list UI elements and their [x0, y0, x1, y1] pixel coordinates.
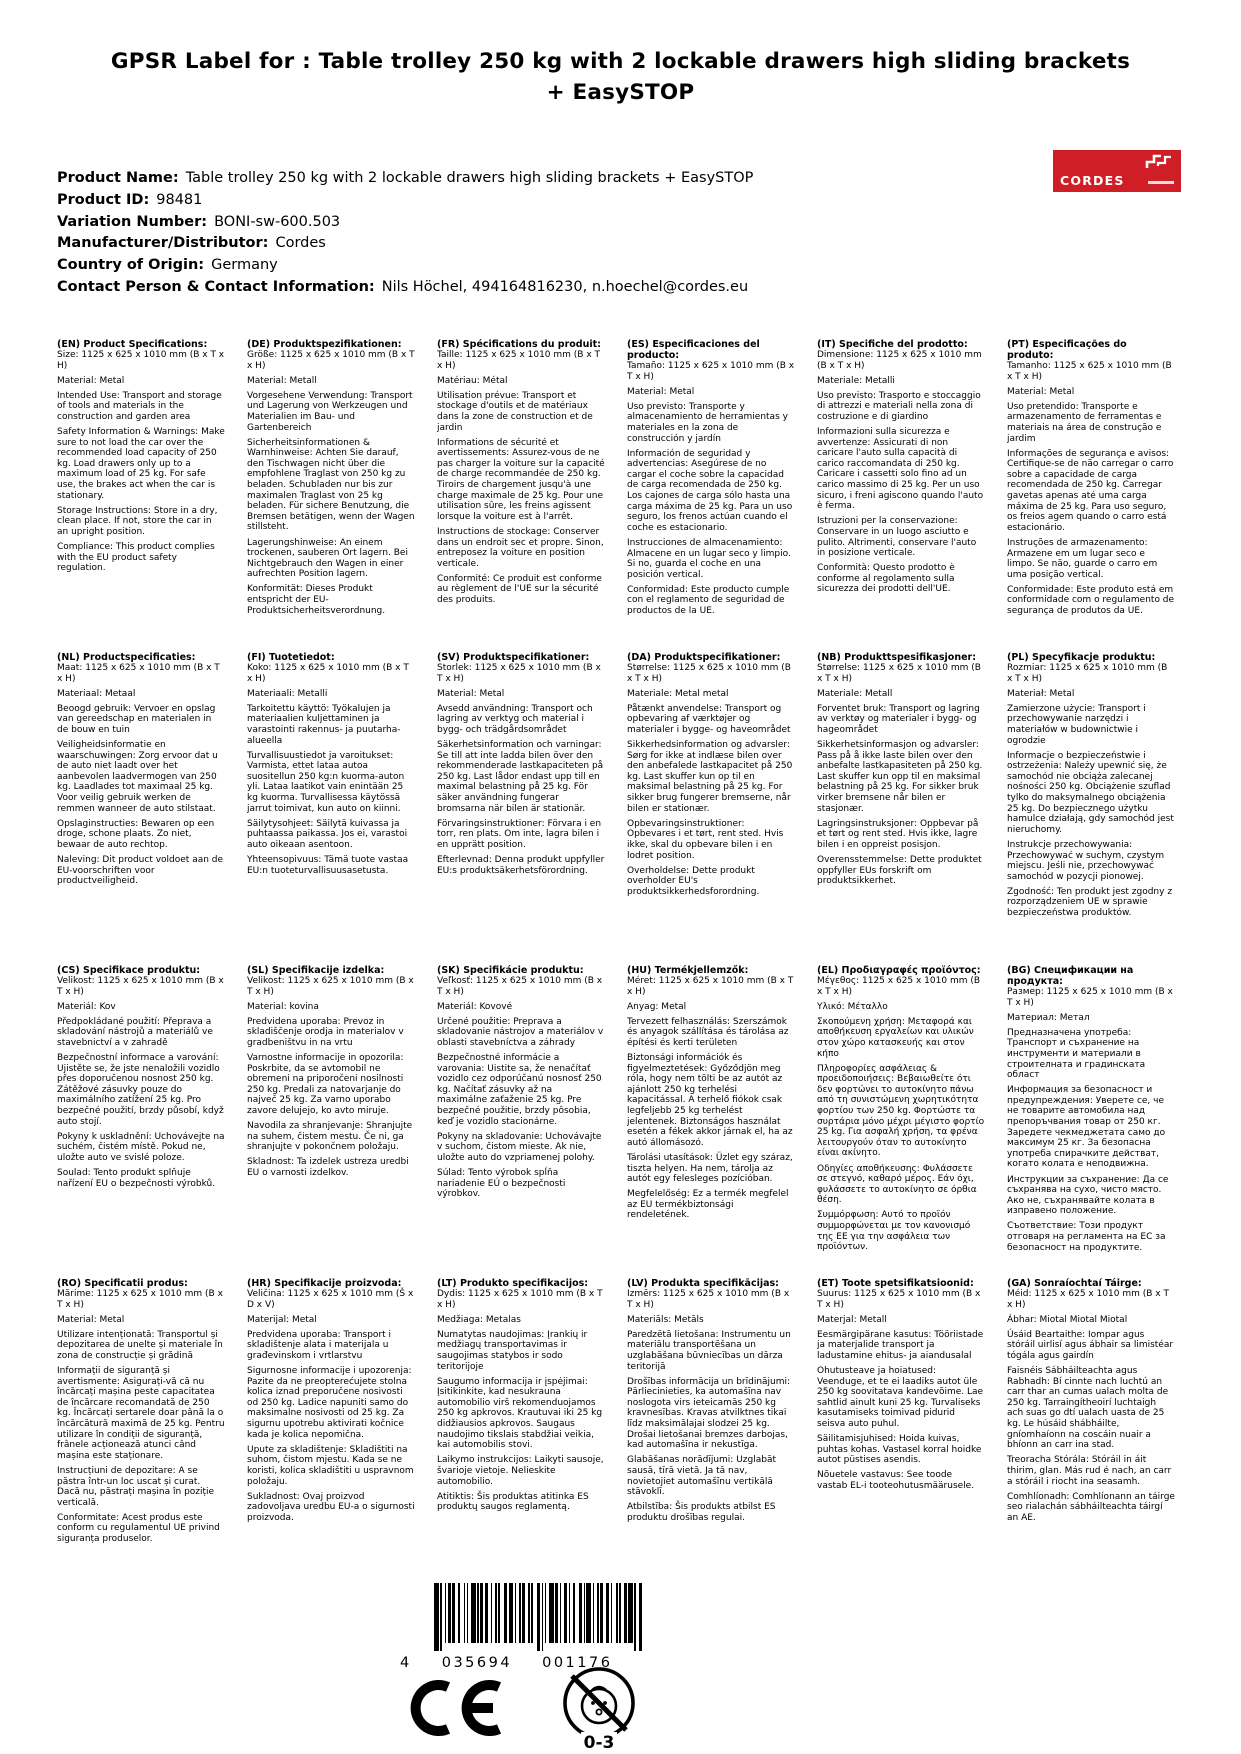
spec-block [817, 1278, 999, 1549]
spec-paragraph: Инструкции за съхранение: Да се съхранява на сухо, чисто място. Ако не, съхранявайте колата в изправено положение. [1007, 1174, 1169, 1217]
spec-paragraph: Turvallisuustiedot ja varoitukset: Varmista, ettet lataa autoa suositellun 250 kg:n kuorma-auton yli. Lataa laatikot vain enintään 25 kg kuorma. Turvallisessa käytössä jarrut toimivat, kun auto on kiinni. [247, 750, 405, 814]
barcode-bar [611, 1583, 613, 1643]
cordes-logo [1053, 150, 1181, 192]
barcode-bar [555, 1583, 558, 1643]
spec-paragraph: Faisnéis Sábháilteachta agus Rabhadh: Bí cinnte nach luchtú an carr thar an cumas ualach molta de 250 kg. Tarraingítheoirí luchtaigh ach suas go dtí ualach uasta de 25 kg. Le húsáid shábháilte, gníomhaíonn na coscáin nuair a bhíonn an carr ina stad. [1007, 1366, 1169, 1451]
barcode-bar [542, 1583, 544, 1651]
spec-block [57, 339, 239, 652]
spec-paragraph: Σκοπούμενη χρήση: Μεταφορά και αποθήκευση εργαλείων και υλικών στον χώρο κατασκευής και στον κήπο [817, 1016, 974, 1059]
barcode-bar [569, 1583, 571, 1643]
spec-paragraph: Utilisation prévue: Transport et stockage d'outils et de matériaux dans la zone de construction et de jardin [437, 390, 593, 433]
spec-paragraph: Veličina: 1125 x 625 x 1010 mm (Š x D x V) [247, 1289, 414, 1310]
spec-paragraph: Yhteensopivuus: Tämä tuote vastaa EU:n tuoteturvallisuusasetusta. [247, 855, 409, 876]
spec-paragraph: Material: Metal [1007, 386, 1075, 397]
spec-paragraph: Maat: 1125 x 625 x 1010 mm (B x T x H) [57, 663, 220, 684]
spec-paragraph: Größe: 1125 x 625 x 1010 mm (B x T x H) [247, 350, 415, 371]
spec-paragraph: Информация за безопасност и предупреждения: Уверете се, че не товарите автомобила над препоръчвания товар от 250 кг. Заредете чекмеджетата само до максимум 25 кг. За безопасна употреба спирачките действат, когато колата е неподвижна. [1007, 1085, 1166, 1170]
age-warning-label: 0-3 [583, 1733, 615, 1753]
barcode-bar [448, 1583, 451, 1643]
info-row [57, 212, 753, 234]
barcode-bar [573, 1583, 575, 1643]
spec-paragraph: Forventet bruk: Transport og lagring av verktøy og materialer i bygg- og hageområdet [817, 703, 980, 735]
spec-paragraph: Bezpečnostné informácie a varovania: Uistite sa, že nenačítať vozidlo cez odporúčanú nosnosť 250 kg. Načítať zásuvky až na maximálne zaťaženie 25 kg. Pre bezpečné použitie, brzdy pôsobia, keď je vozidlo stacionárne. [437, 1053, 602, 1127]
spec-paragraph: Soulad: Tento produkt splňuje nařízení EU o bezpečnosti výrobků. [57, 1168, 216, 1189]
spec-block [437, 339, 619, 652]
spec-paragraph: Drošības informācija un brīdinājumi: Pārliecinieties, ka automašīna nav noslogota virs ieteicamās 250 kg kravnesības. Kravas atvilktnes tikai līdz maksimālajai slodzei 25 kg. Drošai lietošanai bremzes darbojas, kad automašīna ir nekustīga. [627, 1376, 791, 1451]
spec-block [1007, 339, 1189, 652]
spec-paragraph: Säkerhetsinformation och varningar: Se till att inte ladda bilen över den rekommenderade lastkapaciteten på 250 kg. Last lådor endast upp till en maximal belastning på 25 kg. För säker användning fungerar bromsarna när bilen är stationär. [437, 740, 604, 814]
info-row [57, 190, 753, 212]
spec-paragraph: Overholdelse: Dette produkt overholder EU's produktsikkerhedsforordning. [627, 865, 760, 897]
spec-paragraph: Material: Metal [437, 688, 505, 699]
barcode-bar [593, 1583, 595, 1643]
spec-block [437, 652, 619, 965]
spec-paragraph: Medžiaga: Metalas [437, 1314, 521, 1325]
spec-block [57, 1278, 239, 1549]
spec-paragraph: Materiál: Kov [57, 1001, 116, 1012]
spec-paragraph: Πληροφορίες ασφάλειας & προειδοποιήσεις: Βεβαιωθείτε ότι δεν φορτώνει το αυτοκίνητο πάνω από τη συνιστώμενη χωρητικότητα φορτίου των 250 kg. Φορτώστε τα συρτάρια μόνο μέχρι μέγιστο φορτίο 25 kg. Για ασφαλή χρήση, τα φρένα λειτουργούν όταν το αυτοκίνητο είναι ακίνητο. [817, 1063, 985, 1159]
barcode-bar [545, 1583, 547, 1643]
barcode [400, 1583, 700, 1671]
barcode-bar [452, 1583, 455, 1643]
barcode-bar [564, 1583, 567, 1643]
spec-paragraph: Størrelse: 1125 x 625 x 1010 mm (B x T x H) [817, 663, 981, 684]
info-value: 98481 [156, 191, 203, 208]
barcode-bar [600, 1583, 603, 1643]
spec-paragraph: Размер: 1125 x 625 x 1010 mm (B x T x H) [1007, 987, 1173, 1008]
spec-paragraph: Materiál: Kovové [437, 1001, 513, 1012]
spec-paragraph: Informacje o bezpieczeństwie i ostrzeżenia: Należy upewnić się, że samochód nie obciąża zalecanej nośności 250 kg. Obciążenie szuflad tylko do maksymalnego obciążenia 25 kg. Do bezpiecznego użytku hamulce działają, gdy samochód jest nieruchomy. [1007, 750, 1174, 835]
spec-paragraph: Material: Metall [247, 375, 317, 386]
spec-paragraph: Comhlíonadh: Comhlíonann an táirge seo rialachán sábháilteachta táirgí an AE. [1007, 1491, 1175, 1523]
spec-paragraph: Storage Instructions: Store in a dry, clean place. If not, store the car in an upright position. [57, 505, 218, 537]
spec-paragraph: Atbilstība: Šis produkts atbilst ES produktu drošības regulai. [627, 1502, 776, 1523]
spec-block [247, 965, 429, 1278]
info-value: Table trolley 250 kg with 2 lockable drawers high sliding brackets + EasySTOP [185, 170, 754, 186]
spec-paragraph: Eesmärgipärane kasutus: Tööriistade ja materjalide transport ja ladustamine ehitus- ja aiandusalal [817, 1329, 984, 1361]
spec-paragraph: Saugumo informacija ir įspėjimai: Įsitikinkite, kad nesukrauna automobilio virš rekomenduojamos 250 kg apkrovos. Krautuvai iki 25 kg didžiausios apkrovos. Saugaus naudojimo tikslais stabdžiai veikia, kai automobilis stovi. [437, 1376, 603, 1451]
spec-paragraph: Материал: Метал [1007, 1012, 1090, 1023]
spec-paragraph: Předpokládané použití: Přeprava a skladování nástrojů a materiálů ve stavebnictví a v zahradě [57, 1016, 213, 1048]
cordes-logo-tagline [1148, 181, 1174, 184]
spec-paragraph: Predvidena uporaba: Prevoz in skladiščenje orodja in materialov v gradbeništvu in na vrtu [247, 1016, 404, 1048]
spec-title: (DA) Produktspecifikationer: [627, 652, 781, 663]
spec-paragraph: Informații de siguranță și avertismente: Asigurați-vă că nu încărcați mașina peste capacitatea de încărcare recomandată de 250 kg. Încărcați sertarele doar până la o încărcătură maximă de 25 kg. Pentru utilizare în condiții de siguranță, frânele acționează atunci când mașina este staționare. [57, 1366, 225, 1461]
spec-paragraph: Atitiktis: Šis produktas atitinka ES produktų saugos reglamentą. [437, 1491, 589, 1513]
barcode-bar [485, 1583, 488, 1643]
barcode-bar [498, 1583, 500, 1643]
spec-paragraph: Tarkoitettu käyttö: Työkalujen ja materiaalien kuljettaminen ja varastointi rakennus- ja puutarha-alueella [247, 703, 401, 746]
spec-title: (FR) Spécifications du produit: [437, 339, 601, 350]
spec-paragraph: Påtænkt anvendelse: Transport og opbevaring af værktøjer og materialer i bygge- og haveområdet [627, 703, 791, 735]
spec-paragraph: Laikymo instrukcijos: Laikyti sausoje, švarioje vietoje. Nelieskite automobilio. [437, 1455, 604, 1487]
barcode-bar [528, 1583, 530, 1643]
spec-title: (NB) Produkttspesifikasjoner: [817, 652, 977, 663]
spec-paragraph: Mărime: 1125 x 625 x 1010 mm (B x T x H) [57, 1289, 223, 1310]
spec-paragraph: Matériau: Métal [437, 375, 508, 386]
spec-paragraph: Upute za skladištenje: Skladištiti na suhom, čistom mjestu. Kada se ne koristi, kolica skladištiti u uspravnom položaju. [247, 1444, 414, 1487]
spec-paragraph: Taille: 1125 x 625 x 1010 mm (B x T x H) [437, 350, 601, 371]
spec-paragraph: Glabāšanas norādījumi: Uzglabāt sausā, tīrā vietā. Ja tā nav, novietojiet automašīnu vertikālā stāvoklī. [627, 1455, 776, 1498]
spec-block [1007, 965, 1189, 1278]
spec-block [437, 1278, 619, 1549]
barcode-bar [458, 1583, 460, 1643]
spec-paragraph: Informações de segurança e avisos: Certifique-se de não carregar o carro sobre a capacidade de carga recomendada de 250 kg. Carregar gavetas apenas até uma carga máxima de 25 kg. Para uso seguro, os freios agem quando o carro está estacionário. [1007, 448, 1174, 533]
spec-paragraph: Instrucțiuni de depozitare: A se păstra într-un loc uscat și curat. Dacă nu, păstrați mașina în poziție verticală. [57, 1465, 215, 1508]
spec-title: (EL) Προδιαγραφές προϊόντος: [817, 965, 981, 976]
spec-paragraph: Materiale: Metal metal [627, 688, 729, 699]
spec-title: (SK) Špecifikácie produktu: [437, 965, 584, 976]
spec-paragraph: Storlek: 1125 x 625 x 1010 mm (B x T x H) [437, 663, 601, 684]
spec-title: (EN) Product Specifications: [57, 339, 208, 350]
spec-paragraph: Opslaginstructies: Bewaren op een droge, schone plaats. Zo niet, bewaar de auto rechtop. [57, 818, 215, 850]
spec-paragraph: Conformidad: Este producto cumple con el reglamento de seguridad de productos de la UE. [627, 584, 790, 616]
spec-paragraph: Utilizare intenționată: Transportul și depozitarea de unelte și materiale în zona de construcție și grădină [57, 1329, 223, 1361]
spec-paragraph: Informations de sécurité et avertissements: Assurez-vous de ne pas charger la voiture sur la capacité de charge recommandée de 250 kg. Tiroirs de chargement jusqu'à une charge maximale de 25 kg. Pour une utilisation sûre, les freins agissent lorsque la voiture est à l'arrêt. [437, 437, 605, 522]
spec-paragraph: Bezpečnostní informace a varování: Ujistěte se, že jste nenaložili vozidlo přes doporučenou nosnost 250 kg. Zátěžové zásuvky pouze do maximálního zatížení 25 kg. Pro bezpečné použití, brzdy působí, když auto stojí. [57, 1053, 224, 1127]
barcode-bar [606, 1583, 609, 1643]
spec-paragraph: Informazioni sulla sicurezza e avvertenze: Assicurati di non caricare l'auto sulla capacità di carico raccomandata di 250 kg. Caricare i cassetti solo fino ad un carico massimo di 25 kg. Per un uso sicuro, i freni agiscono quando l'auto è ferma. [817, 427, 984, 512]
spec-block [627, 652, 809, 965]
spec-paragraph: Koko: 1125 x 625 x 1010 mm (B x T x H) [247, 663, 409, 684]
spec-title: (LT) Produkto specifikacijos: [437, 1278, 589, 1289]
info-value: Cordes [275, 235, 326, 252]
cordes-logo-mark-icon [1145, 153, 1175, 169]
barcode-bar [515, 1583, 517, 1643]
info-row [57, 168, 753, 190]
spec-paragraph: Conformité: Ce produit est conforme au règlement de l'UE sur la sécurité des produits. [437, 573, 602, 605]
ce-mark-icon [405, 1678, 507, 1738]
spec-paragraph: Μέγεθος: 1125 x 625 x 1010 mm (B x T x H) [817, 976, 981, 997]
spec-paragraph: Izmērs: 1125 x 625 x 1010 mm (B x T x H) [627, 1289, 790, 1310]
barcode-bars [434, 1583, 700, 1653]
spec-paragraph: Conformidade: Este produto está em conformidade com o regulamento de segurança de produtos da UE. [1007, 584, 1175, 616]
spec-paragraph: Beoogd gebruik: Vervoer en opslag van gereedschap en materialen in de bouw en tuin [57, 703, 216, 735]
spec-paragraph: Pokyny k uskladnění: Uchovávejte na suchém, čistém místě. Pokud ne, uložte auto ve svislé poloze. [57, 1131, 225, 1163]
barcode-bar [464, 1583, 466, 1643]
info-label: Contact Person & Contact Information: [57, 278, 375, 295]
spec-paragraph: Paredzētā lietošana: Instrumentu un materiālu transportēšana un uzglabāšana būvniecības un dārza teritorijā [627, 1329, 791, 1372]
cordes-logo-text: CORDES [1060, 172, 1125, 188]
spec-block [57, 965, 239, 1278]
barcode-bar [471, 1583, 476, 1643]
barcode-bar [434, 1583, 439, 1651]
info-label: Product Name: [57, 170, 179, 186]
spec-block [627, 965, 809, 1278]
spec-paragraph: Treoracha Stórála: Stóráil in áit thirim, glan. Más rud é nach, an carr a stóráil i riocht ina seasamh. [1007, 1455, 1172, 1487]
spec-paragraph: Materiał: Metal [1007, 688, 1075, 699]
spec-block [1007, 1278, 1189, 1549]
spec-paragraph: Konformität: Dieses Produkt entspricht der EU-Produktsicherheitsverordnung. [247, 584, 386, 616]
spec-paragraph: Rozmiar: 1125 x 625 x 1010 mm (B x T x H) [1007, 663, 1168, 684]
spec-paragraph: Sukladnost: Ovaj proizvod zadovoljava uredbu EU-a o sigurnosti proizvoda. [247, 1491, 415, 1523]
spec-paragraph: Material: Metal [57, 1314, 125, 1325]
spec-paragraph: Vorgesehene Verwendung: Transport und Lagerung von Werkzeugen und Materialien im Bau- und Gartenbereich [247, 390, 413, 433]
spec-paragraph: Υλικό: Μέταλλο [817, 1001, 888, 1012]
info-value: Germany [211, 257, 278, 274]
spec-block [57, 652, 239, 965]
spec-title: (CS) Specifikace produktu: [57, 965, 201, 976]
spec-paragraph: Съответствие: Този продукт отговаря на регламента на ЕС за безопасност на продуктите. [1007, 1221, 1166, 1253]
spec-paragraph: Intended Use: Transport and storage of tools and materials in the construction and garden area [57, 390, 222, 422]
barcode-bar [445, 1583, 447, 1643]
spec-paragraph: Úsáid Beartaithe: Iompar agus stóráil uirlisí agus ábhair sa limistéar tógála agus gairdín [1007, 1329, 1174, 1361]
spec-paragraph: Предназначена употреба: Транспорт и съхранение на инструменти и материали в строителната и градинската област [1007, 1027, 1146, 1081]
barcode-digit-group1: 035694 [441, 1655, 513, 1671]
spec-paragraph: Pokyny na skladovanie: Uchovávajte v suchom, čistom mieste. Ak nie, uložte auto do vzpriamenej polohy. [437, 1131, 602, 1163]
spec-paragraph: Sikkerhedsinformation og advarsler: Sørg for ikke at indlæse bilen over den anbefalede lastkapacitet på 250 kg. Last skuffer kun op til en maksimal belastning på 25 kg. For sikker brug fungerer bremserne, når bilen er stationær. [627, 740, 793, 814]
spec-title: (ET) Toote spetsifikatsioonid: [817, 1278, 974, 1289]
barcode-bar [477, 1583, 479, 1643]
spec-title: (BG) Спецификации на продукта: [1007, 965, 1134, 987]
spec-paragraph: Varnostne informacije in opozorila: Poskrbite, da se avtomobil ne obremeni na priporočeni nosilnosti 250 kg. Predali za natovarjanje do največ 25 kg. Za varno uporabo zavore delujejo, ko avto miruje. [247, 1053, 404, 1117]
spec-paragraph: Material: Metal [627, 386, 695, 397]
barcode-bar [628, 1583, 633, 1643]
spec-paragraph: Numatytas naudojimas: Įrankių ir medžiagų transportavimas ir saugojimas statybos ir sodo teritorijoje [437, 1329, 588, 1372]
spec-paragraph: Material: Metal [57, 375, 125, 386]
spec-paragraph: Predvidena uporaba: Transport i skladištenje alata i materijala u građevinskom i vrtlarstvu [247, 1329, 392, 1361]
info-row [57, 255, 753, 277]
spec-paragraph: Naleving: Dit product voldoet aan de EU-voorschriften voor productveiligheid. [57, 855, 224, 887]
spec-block [247, 652, 429, 965]
barcode-bar [584, 1583, 586, 1643]
spec-paragraph: Avsedd användning: Transport och lagring av verktyg och material i bygg- och trädgårdsområdet [437, 703, 593, 735]
spec-paragraph: Förvaringsinstruktioner: Förvara i en torr, ren plats. Om inte, lagra bilen i en upprätt position. [437, 818, 602, 850]
barcode-bar [597, 1583, 599, 1643]
spec-paragraph: Sicherheitsinformationen & Warnhinweise: Achten Sie darauf, den Tischwagen nicht über die empfohlene Traglast von 250 kg zu beladen. Schubladen nur bis zur maximalen Traglast von 25 kg beladen. Für sichere Benutzung, die Bremsen betätigen, wenn der Wagen stillsteht. [247, 437, 415, 533]
spec-title: (LV) Produkta specifikācijas: [627, 1278, 779, 1289]
info-label: Variation Number: [57, 213, 208, 230]
spec-paragraph: Suurus: 1125 x 625 x 1010 mm (B x T x H) [817, 1289, 981, 1310]
barcode-bar [624, 1583, 627, 1643]
barcode-bar [491, 1583, 493, 1643]
spec-paragraph: Veľkosť: 1125 x 625 x 1010 mm (B x T x H) [437, 976, 603, 997]
product-info [57, 168, 753, 299]
spec-paragraph: Istruzioni per la conservazione: Conservare in un luogo asciutto e pulito. Altrimenti, conservare l'auto in posizione verticale. [817, 516, 977, 559]
spec-paragraph: Size: 1125 x 625 x 1010 mm (B x T x H) [57, 350, 225, 371]
barcode-bar [586, 1583, 591, 1643]
barcode-digit-group2: 001176 [542, 1655, 613, 1671]
spec-paragraph: Lagringsinstruksjoner: Oppbevar på et tørt og rent sted. Hvis ikke, lagre bilen i en oppreist posisjon. [817, 818, 979, 850]
spec-paragraph: Sigurnosne informacije i upozorenja: Pazite da ne preopterećujete stolna kolica iznad preporučene nosivosti od 250 kg. Ladice napuniti samo do maksimalne nosivosti od 25 kg. Za sigurnu upotrebu aktivirati kočnice kada je kolica nepomična. [247, 1366, 412, 1440]
spec-paragraph: Uso pretendido: Transporte e armazenamento de ferramentas e materiais na área de construção e jardim [1007, 401, 1162, 444]
spec-paragraph: Información de seguridad y advertencias: Asegúrese de no cargar el coche sobre la capacidad de carga recomendada de 250 kg. Los cajones de carga sólo hasta una carga máxima de 25 kg. Para un uso seguro, los frenos actúan cuando el coche es estacionario. [627, 448, 793, 533]
spec-paragraph: Zamierzone użycie: Transport i przechowywanie narzędzi i materiałów w budownictwie i ogrodzie [1007, 703, 1146, 746]
info-row [57, 277, 753, 299]
info-value: BONI-sw-600.503 [214, 213, 341, 230]
spec-paragraph: Velikost: 1125 x 625 x 1010 mm (B x T x H) [57, 976, 224, 997]
spec-paragraph: Veiligheidsinformatie en waarschuwingen: Zorg ervoor dat u de auto niet laadt over het aanbevolen laadvermogen van 250 kg. Laadlades tot maximaal 25 kg. Voor veilig gebruik werken de remmen wanneer de auto stilstaat. [57, 740, 218, 814]
spec-title: (FI) Tuotetiedot: [247, 652, 335, 663]
spec-block [627, 1278, 809, 1549]
spec-paragraph: Tamanho: 1125 x 625 x 1010 mm (B x T x H) [1007, 361, 1172, 382]
spec-paragraph: Velikost: 1125 x 625 x 1010 mm (B x T x H) [247, 976, 414, 997]
spec-paragraph: Skladnost: Ta izdelek ustreza uredbi EU o varnosti izdelkov. [247, 1157, 409, 1178]
spec-paragraph: Navodila za shranjevanje: Shranjujte na suhem, čistem mestu. Če ni, ga shranjujte v pokončnem položaju. [247, 1121, 413, 1153]
spec-title: (SV) Produktspecifikationer: [437, 652, 590, 663]
spec-paragraph: Uso previsto: Transporte y almacenamiento de herramientas y materiales en la zona de construcción y jardín [627, 401, 788, 444]
spec-block [437, 965, 619, 1278]
spec-paragraph: Størrelse: 1125 x 625 x 1010 mm (B x T x H) [627, 663, 791, 684]
spec-title: (RO) Specificatii produs: [57, 1278, 188, 1289]
barcode-bar [634, 1583, 636, 1651]
spec-paragraph: Säilytysohjeet: Säilytä kuivassa ja puhtaassa paikassa. Jos ei, varastoi auto oikeaan asentoon. [247, 818, 408, 850]
spec-paragraph: Materiaali: Metalli [247, 688, 328, 699]
barcode-bar [560, 1583, 562, 1643]
spec-title: (NL) Productspecificaties: [57, 652, 196, 663]
spec-paragraph: Biztonsági információk és figyelmeztetések: Győződjön meg róla, hogy nem tölti be az autót az ajánlott 250 kg terhelési kapacitással. A terhelő fiókok csak legfeljebb 25 kg terhelést jelentenek. Biztonságos használat esetén a fékek akkor járnak el, ha az autó állomásozó. [627, 1053, 793, 1148]
spec-paragraph: Materjal: Metall [817, 1314, 887, 1325]
info-row [57, 233, 753, 255]
spec-paragraph: Lagerungshinweise: An einem trockenen, sauberen Ort lagern. Bei Nichtgebrauch den Wagen in einer aufrechten Position lagern. [247, 537, 408, 580]
spec-paragraph: Opbevaringsinstruktioner: Opbevares i et tørt, rent sted. Hvis ikke, skal du opbevare bilen i en lodret position. [627, 818, 784, 861]
spec-paragraph: Súlad: Tento výrobok spĺňa nariadenie EÚ o bezpečnosti výrobkov. [437, 1168, 566, 1200]
spec-title: (HU) Termékjellemzők: [627, 965, 749, 976]
spec-paragraph: Safety Information & Warnings: Make sure to not load the car over the recommended load capacity of 250 kg. Load drawers only up to a maximum load of 25 kg. For safe use, the brakes act when the car is stationary. [57, 427, 225, 501]
spec-paragraph: Materiāls: Metāls [627, 1314, 704, 1325]
page-title: GPSR Label for : Table trolley 250 kg with 2 lockable drawers high sliding brackets + EasySTOP [110, 49, 1131, 106]
spec-paragraph: Conformitate: Acest produs este conform cu regulamentul UE privind siguranța produselor. [57, 1512, 220, 1544]
spec-paragraph: Materiaal: Metaal [57, 688, 136, 699]
spec-paragraph: Sikkerhetsinformasjon og advarsler: Pass på å ikke laste bilen over den anbefalte lastkapasiteten på 250 kg. Last skuffer kun opp til en maksimal belastning på 25 kg. For sikker bruk virker bremsene når bilen er stasjonær. [817, 740, 983, 814]
barcode-bar [522, 1583, 525, 1643]
barcode-bar [440, 1583, 442, 1651]
spec-paragraph: Dydis: 1125 x 625 x 1010 mm (B x T x H) [437, 1289, 603, 1310]
info-label: Country of Origin: [57, 257, 205, 274]
specs-grid [57, 339, 1189, 1549]
spec-paragraph: Instruções de armazenamento: Armazene em um lugar seco e limpo. Se não, guarde o carro em uma posição vertical. [1007, 537, 1158, 580]
spec-paragraph: Ohutusteave ja hoiatused: Veenduge, et te ei laadiks autot üle 250 kg soovitatava kandevõime. Lae sahtlid ainult kuni 25 kg. Turvaliseks kasutamiseks toimivad pidurid seisva auto puhul. [817, 1366, 984, 1430]
spec-title: (PL) Specyfikacje produktu: [1007, 652, 1156, 663]
spec-paragraph: Material: kovina [247, 1001, 319, 1012]
spec-paragraph: Méret: 1125 x 625 x 1010 mm (B x T x H) [627, 976, 794, 997]
info-label: Manufacturer/Distributor: [57, 235, 269, 252]
spec-paragraph: Méid: 1125 x 625 x 1010 mm (B x T x H) [1007, 1289, 1169, 1310]
info-value: Nils Höchel, 494164816230, n.hoechel@cordes.eu [381, 278, 749, 295]
spec-paragraph: Tervezett felhasználás: Szerszámok és anyagok szállítása és tárolása az építési és kerti területen [627, 1016, 789, 1048]
spec-paragraph: Materijal: Metal [247, 1314, 317, 1325]
barcode-bar [639, 1583, 642, 1651]
spec-paragraph: Materiale: Metalli [817, 375, 895, 386]
spec-title: (PT) Especificações do produto: [1007, 339, 1127, 361]
spec-block [247, 339, 429, 652]
barcode-bar [579, 1583, 582, 1643]
spec-paragraph: Conformità: Questo prodotto è conforme al regolamento sulla sicurezza dei prodotti dell'UE. [817, 563, 955, 595]
barcode-bar [509, 1583, 514, 1643]
spec-paragraph: Megfelelőség: Ez a termék megfelel az EU termékbiztonsági rendeletének. [627, 1189, 789, 1221]
barcode-bar [531, 1583, 533, 1643]
barcode-bar [537, 1583, 540, 1651]
spec-paragraph: Určené použitie: Preprava a skladovanie nástrojov a materiálov v oblasti stavebníctva a záhrady [437, 1016, 604, 1048]
barcode-digit-lead: 4 [400, 1655, 412, 1671]
spec-paragraph: Tárolási utasítások: Üzlet egy száraz, tiszta helyen. Ha nem, tárolja az autót egy felesleges pozícióban. [627, 1152, 793, 1185]
spec-paragraph: Dimensione: 1125 x 625 x 1010 mm (B x T x H) [817, 350, 982, 371]
info-label: Product ID: [57, 191, 150, 208]
spec-title: (IT) Specifiche del prodotto: [817, 339, 968, 350]
spec-block [247, 1278, 429, 1549]
spec-paragraph: Efterlevnad: Denna produkt uppfyller EU:s produktsäkerhetsförordning. [437, 855, 605, 876]
barcode-bar [467, 1583, 469, 1643]
spec-paragraph: Säilitamisjuhised: Hoida kuivas, puhtas kohas. Vastasel korral hoidke autot püstises asendis. [817, 1434, 982, 1466]
age-warning-icon [556, 1662, 642, 1754]
spec-paragraph: Materiale: Metall [817, 688, 893, 699]
barcode-digits [400, 1655, 700, 1671]
spec-paragraph: Instrukcje przechowywania: Przechowywać w suchym, czystym miejscu. Jeśli nie, przechowywać samochód w pozycji pionowej. [1007, 839, 1165, 882]
spec-paragraph: Nõuetele vastavus: See toode vastab EL-i tooteohutusmäärusele. [817, 1470, 975, 1491]
spec-paragraph: Ábhar: Miotal Miotal Miotal [1007, 1314, 1128, 1325]
spec-paragraph: Overensstemmelse: Dette produktet oppfyller EUs forskrift om produktsikkerhet. [817, 855, 982, 887]
spec-title: (DE) Produktspezifikationen: [247, 339, 402, 350]
spec-paragraph: Zgodność: Ten produkt jest zgodny z rozporządzeniem UE w sprawie bezpieczeństwa produktów. [1007, 886, 1173, 918]
spec-paragraph: Anyag: Metal [627, 1001, 687, 1012]
barcode-bar [519, 1583, 521, 1643]
spec-paragraph: Tamaño: 1125 x 625 x 1010 mm (B x T x H) [627, 361, 795, 382]
spec-paragraph: Οδηγίες αποθήκευσης: Φυλάσσετε σε στεγνό, καθαρό μέρος. Εάν όχι, φυλάσσετε το αυτοκίνητο σε όρθια θέση. [817, 1163, 977, 1206]
spec-paragraph: Instrucciones de almacenamiento: Almacene en un lugar seco y limpio. Si no, guarda el coche en una posición vertical. [627, 537, 791, 580]
spec-paragraph: Uso previsto: Trasporto e stoccaggio di attrezzi e materiali nella zona di costruzione e di giardino [817, 390, 981, 422]
barcode-bar [619, 1583, 621, 1643]
barcode-bar [616, 1583, 618, 1643]
spec-paragraph: Compliance: This product complies with the EU product safety regulation. [57, 542, 215, 574]
barcode-bar [495, 1583, 497, 1643]
spec-title: (HR) Specifikacije proizvoda: [247, 1278, 402, 1289]
spec-block [1007, 652, 1189, 965]
barcode-bar [480, 1583, 483, 1643]
spec-block [817, 652, 999, 965]
spec-block [817, 339, 999, 652]
spec-paragraph: Συμμόρφωση: Αυτό το προϊόν συμμορφώνεται με τον κανονισμό της ΕΕ για την ασφάλεια των προϊόντων. [817, 1210, 971, 1253]
barcode-bar [549, 1583, 554, 1643]
spec-paragraph: Instructions de stockage: Conserver dans un endroit sec et propre. Sinon, entreposez la voiture en position verticale. [437, 526, 604, 569]
spec-title: (GA) Sonraíochtaí Táirge: [1007, 1278, 1142, 1289]
spec-title: (ES) Especificaciones del producto: [627, 339, 760, 361]
barcode-bar [504, 1583, 507, 1643]
spec-title: (SL) Specifikacije izdelka: [247, 965, 385, 976]
spec-block [817, 965, 999, 1278]
spec-block [627, 339, 809, 652]
